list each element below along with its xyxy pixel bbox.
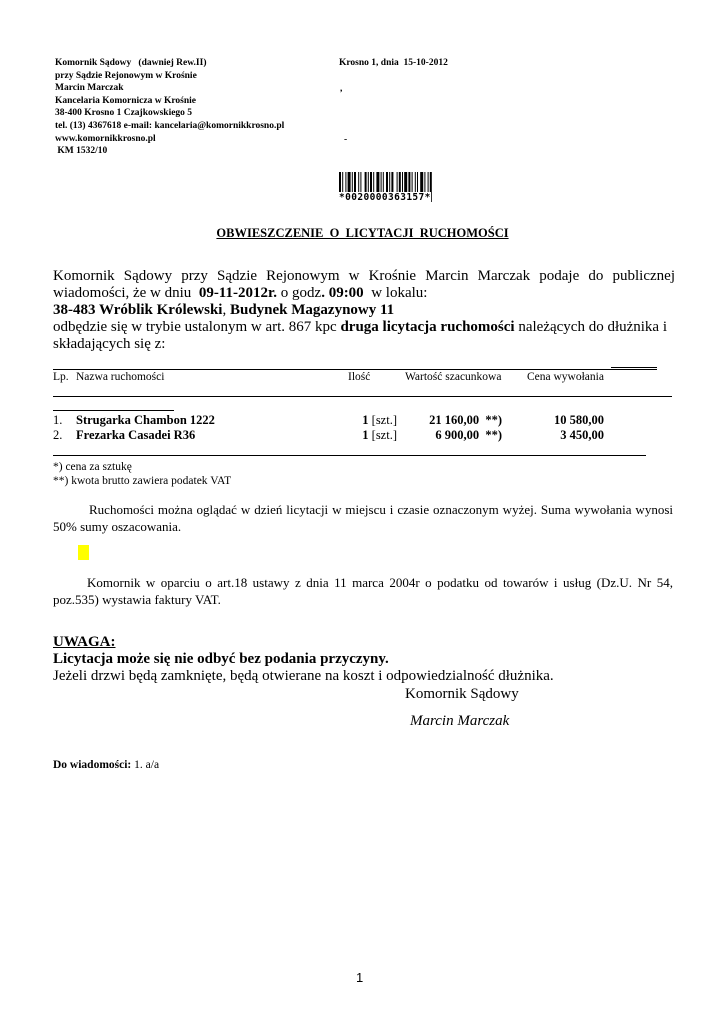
auction-address: 38-483 Wróblik Królewski, Budynek Magazynowy 11: [53, 302, 395, 318]
row-lp: 1.: [53, 413, 63, 427]
sender-line-7: www.komornikkrosno.pl: [55, 133, 156, 144]
sender-block: [55, 57, 284, 158]
intro-paragraph: [53, 268, 675, 353]
sender-line-2: przy Sądzie Rejonowym w Krośnie: [55, 70, 197, 81]
place-date: Krosno 1, dnia 15-10-2012: [339, 58, 448, 68]
sender-line-4: Kancelaria Komornicza w Krośnie: [55, 95, 196, 106]
case-number: KM 1532/10: [55, 146, 108, 157]
vat-paragraph: [53, 574, 673, 608]
notice-line-1: Licytacja może się nie odbyć bez podania przyczyny.: [53, 651, 389, 667]
notice-block: [53, 634, 554, 685]
row-price: 3 450,00: [560, 428, 604, 442]
table-row: [0, 413, 725, 429]
signature-role: Komornik Sądowy: [405, 686, 519, 702]
table-bottom-rule: [53, 455, 646, 456]
notice-heading: UWAGA:: [53, 634, 116, 650]
col-header-price: Cena wywołania: [527, 371, 604, 383]
viewing-line-1: Ruchomości można oglądać w dzień licytacji w miejscu i czasie oznaczonym wyżej. Suma wywołania wynosi: [89, 502, 673, 517]
vat-line-2: poz.535) wystawia faktury VAT.: [53, 592, 221, 607]
distribution: [53, 759, 159, 771]
table-row: [0, 428, 725, 444]
row-value: 21 160,00 **): [429, 413, 502, 427]
viewing-paragraph: [53, 501, 673, 535]
table-top-rule-ext: [611, 367, 657, 368]
row-price: 10 580,00: [554, 413, 604, 427]
row-qty: 1 [szt.]: [362, 413, 397, 427]
col-header-qty: Ilość: [348, 371, 371, 383]
auction-date: 09-11-2012r.: [198, 285, 278, 301]
sender-line-5: 38-400 Krosno 1 Czajkowskiego 5: [55, 108, 193, 119]
dash-mark: -: [344, 135, 348, 145]
distribution-label: Do wiadomości:: [53, 759, 132, 771]
row-lp: 2.: [53, 428, 63, 442]
col-header-name: Nazwa ruchomości: [76, 371, 165, 383]
table-header-row: [0, 371, 725, 385]
row-value: 6 900,00 **): [435, 428, 502, 442]
page-number: 1: [356, 970, 364, 985]
footnote-1: *) cena za sztukę: [53, 461, 132, 473]
table-top-rule: [53, 369, 657, 370]
auction-time: . 09:00: [321, 285, 364, 301]
highlight-marker: [78, 545, 89, 560]
signature-name: Marcin Marczak: [410, 713, 510, 729]
col-header-value: Wartość szacunkowa: [405, 371, 502, 383]
sender-line-1: Komornik Sądowy (dawniej Rew.II): [55, 58, 207, 68]
row-name: Strugarka Chambon 1222: [76, 413, 215, 427]
row-qty: 1 [szt.]: [362, 428, 397, 442]
row-name: Frezarka Casadei R36: [76, 428, 196, 442]
intro-line-2: wiadomości, że w dniu 09-11-2012r. o godz. 09:00 w lokalu:: [53, 285, 428, 301]
table-name-underline: [53, 410, 174, 411]
comma-mark: ,: [340, 84, 343, 94]
sender-line-3: Marcin Marczak: [55, 83, 124, 94]
vat-line-1: Komornik w oparciu o art.18 ustawy z dnia 11 marca 2004r o podatku od towarów i usług (Dz.U. Nr 54,: [87, 575, 673, 590]
barcode-number: *0020000363157*: [339, 192, 431, 203]
footnotes: [53, 460, 231, 488]
sender-line-6: tel. (13) 4367618 e-mail: kancelaria@komornikkrosno.pl: [55, 120, 285, 131]
intro-line-1: Komornik Sądowy przy Sądzie Rejonowym w Krośnie Marcin Marczak podaje do publicznej: [53, 268, 675, 284]
table-header-rule: [53, 396, 672, 397]
footnote-2: **) kwota brutto zawiera podatek VAT: [53, 475, 232, 487]
notice-line-2: Jeżeli drzwi będą zamknięte, będą otwierane na koszt i odpowiedzialność dłużnika.: [53, 668, 554, 684]
distribution-value: 1. a/a: [131, 759, 160, 771]
intro-line-4: odbędzie się w trybie ustalonym w art. 867 kpc druga licytacja ruchomości należących do dłużnika i: [53, 319, 668, 335]
viewing-line-2: 50% sumy oszacowania.: [53, 519, 182, 534]
intro-line-5: składających się z:: [53, 336, 166, 352]
col-header-lp: Lp.: [53, 371, 69, 383]
document-title: OBWIESZCZENIE O LICYTACJI RUCHOMOŚCI: [216, 226, 509, 240]
